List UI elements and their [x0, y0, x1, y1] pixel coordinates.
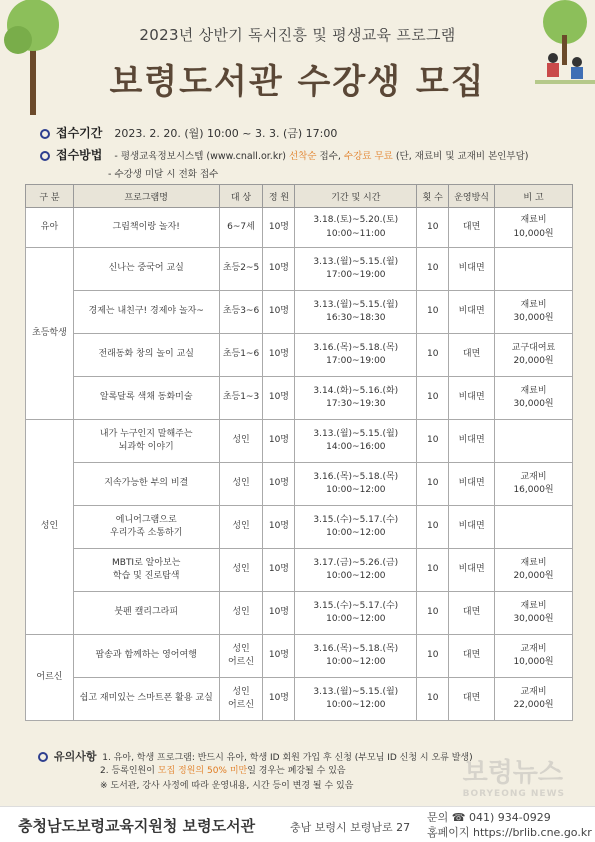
program-cell: 그림책이랑 놀자!	[73, 208, 219, 248]
capacity-cell: 10명	[263, 463, 295, 506]
contact-info: 문의 ☎ 041) 934-0929 홈페이지 https://brlib.cne.go.kr	[427, 811, 592, 839]
note-cell: 재료비 30,000원	[495, 592, 573, 635]
note-cell	[495, 506, 573, 549]
col-header: 기간 및 시간	[295, 185, 417, 208]
target-cell: 성인 어르신	[219, 678, 263, 721]
note-cell	[495, 248, 573, 291]
mode-cell: 비대면	[449, 549, 495, 592]
program-cell: 에니어그램으로 우리가족 소통하기	[73, 506, 219, 549]
target-cell: 성인	[219, 420, 263, 463]
registration-period: 접수기간 2023. 2. 20. (월) 10:00 ~ 3. 3. (금) 17:00	[40, 124, 337, 141]
phone-icon: ☎	[451, 811, 466, 824]
capacity-cell: 10명	[263, 549, 295, 592]
program-cell: 신나는 중국어 교실	[73, 248, 219, 291]
count-cell: 10	[417, 420, 449, 463]
note-cell	[495, 420, 573, 463]
schedule-cell: 3.13.(월)~5.15.(월) 16:30~18:30	[295, 291, 417, 334]
method-phone-note: - 수강생 미달 시 전화 접수	[108, 169, 219, 180]
target-cell: 초등3~6	[219, 291, 263, 334]
note-cell: 재료비 30,000원	[495, 377, 573, 420]
table-row	[26, 592, 573, 635]
table-row	[26, 463, 573, 506]
schedule-cell: 3.18.(토)~5.20.(토) 10:00~11:00	[295, 208, 417, 248]
count-cell: 10	[417, 549, 449, 592]
program-cell: 붓펜 캘리그라피	[73, 592, 219, 635]
website-link[interactable]: https://brlib.cne.go.kr	[473, 826, 592, 839]
capacity-cell: 10명	[263, 678, 295, 721]
mode-cell: 비대면	[449, 463, 495, 506]
capacity-cell: 10명	[263, 291, 295, 334]
mode-cell: 비대면	[449, 506, 495, 549]
table-row	[26, 334, 573, 377]
program-cell: 팝송과 함께하는 영어여행	[73, 635, 219, 678]
table-row	[26, 678, 573, 721]
page-title: 보령도서관 수강생 모집	[109, 62, 486, 102]
program-cell: 쉽고 재미있는 스마트폰 활용 교실	[73, 678, 219, 721]
program-cell: 전래동화 창의 놀이 교실	[73, 334, 219, 377]
page-subtitle: 2023년 상반기 독서진흥 및 평생교육 프로그램	[139, 26, 456, 44]
mode-cell: 대면	[449, 334, 495, 377]
mode-cell: 비대면	[449, 291, 495, 334]
bullet-icon	[40, 129, 50, 139]
col-header: 정 원	[263, 185, 295, 208]
col-header: 운영방식	[449, 185, 495, 208]
note-cell: 교구대여료 20,000원	[495, 334, 573, 377]
schedule-cell: 3.13.(월)~5.15.(월) 17:00~19:00	[295, 248, 417, 291]
note-cell: 교재비 22,000원	[495, 678, 573, 721]
org-name: 충청남도보령교육지원청 보령도서관	[18, 817, 256, 835]
note-cell: 교재비 16,000원	[495, 463, 573, 506]
address: 충남 보령시 보령남로 27	[290, 821, 411, 834]
table-row	[26, 635, 573, 678]
schedule-cell: 3.13.(월)~5.15.(월) 10:00~12:00	[295, 678, 417, 721]
target-cell: 성인	[219, 549, 263, 592]
category-cell: 유아	[26, 208, 74, 248]
capacity-cell: 10명	[263, 334, 295, 377]
note-cell: 교재비 10,000원	[495, 635, 573, 678]
note-cell: 재료비 10,000원	[495, 208, 573, 248]
count-cell: 10	[417, 592, 449, 635]
notes-section: 유의사항 1. 유아, 학생 프로그램: 반드시 유아, 학생 ID 회원 가입 후 신청 (부모님 ID 신청 시 오류 발생) 2. 등록인원이 모집 정원의 50% 미만일 경우는 폐강될 수 있음 ※ 도서관, 강사 사정에 따라 운영내용, 시간 등이 변경 될 수 있음	[38, 748, 473, 793]
count-cell: 10	[417, 635, 449, 678]
table-row	[26, 549, 573, 592]
target-cell: 초등1~6	[219, 334, 263, 377]
mode-cell: 비대면	[449, 420, 495, 463]
target-cell: 6~7세	[219, 208, 263, 248]
schedule-cell: 3.14.(화)~5.16.(화) 17:30~19:30	[295, 377, 417, 420]
mode-cell: 대면	[449, 635, 495, 678]
mode-cell: 비대면	[449, 248, 495, 291]
count-cell: 10	[417, 248, 449, 291]
mode-cell: 대면	[449, 592, 495, 635]
table-row	[26, 248, 573, 291]
count-cell: 10	[417, 678, 449, 721]
schedule-cell: 3.15.(수)~5.17.(수) 10:00~12:00	[295, 506, 417, 549]
schedule-cell: 3.16.(목)~5.18.(목) 10:00~12:00	[295, 463, 417, 506]
table-row	[26, 506, 573, 549]
mode-cell: 비대면	[449, 377, 495, 420]
program-table	[25, 184, 573, 721]
target-cell: 초등1~3	[219, 377, 263, 420]
program-cell: 지속가능한 부의 비결	[73, 463, 219, 506]
schedule-cell: 3.17.(금)~5.26.(금) 10:00~12:00	[295, 549, 417, 592]
capacity-cell: 10명	[263, 248, 295, 291]
program-cell: 내가 누구인지 말해주는 뇌과학 이야기	[73, 420, 219, 463]
table-row	[26, 377, 573, 420]
bullet-icon	[40, 151, 50, 161]
capacity-cell: 10명	[263, 635, 295, 678]
table-row	[26, 291, 573, 334]
schedule-cell: 3.15.(수)~5.17.(수) 10:00~12:00	[295, 592, 417, 635]
table-row	[26, 420, 573, 463]
col-header: 횟 수	[417, 185, 449, 208]
category-cell: 성인	[26, 420, 74, 635]
category-cell: 어르신	[26, 635, 74, 721]
note-cell: 재료비 20,000원	[495, 549, 573, 592]
bullet-icon	[38, 752, 48, 762]
capacity-cell: 10명	[263, 592, 295, 635]
schedule-cell: 3.16.(목)~5.18.(목) 17:00~19:00	[295, 334, 417, 377]
count-cell: 10	[417, 334, 449, 377]
target-cell: 성인	[219, 506, 263, 549]
target-cell: 성인 어르신	[219, 635, 263, 678]
schedule-cell: 3.13.(월)~5.15.(월) 14:00~16:00	[295, 420, 417, 463]
col-header: 프로그램명	[73, 185, 219, 208]
registration-method: 접수방법 - 평생교육정보시스템 (www.cnall.or.kr) 선착순 접수, 수강료 무료 (단, 재료비 및 교재비 본인부담)	[40, 146, 528, 163]
program-cell: 경제는 내친구! 경제야 놀자~	[73, 291, 219, 334]
col-header: 대 상	[219, 185, 263, 208]
program-cell: MBTI로 알아보는 학습 및 진로탐색	[73, 549, 219, 592]
schedule-cell: 3.16.(목)~5.18.(목) 10:00~12:00	[295, 635, 417, 678]
target-cell: 성인	[219, 463, 263, 506]
count-cell: 10	[417, 377, 449, 420]
table-row	[26, 208, 573, 248]
count-cell: 10	[417, 208, 449, 248]
program-cell: 알록달록 색채 동화미술	[73, 377, 219, 420]
note-cell: 재료비 30,000원	[495, 291, 573, 334]
count-cell: 10	[417, 506, 449, 549]
col-header: 비 고	[495, 185, 573, 208]
mode-cell: 대면	[449, 678, 495, 721]
capacity-cell: 10명	[263, 377, 295, 420]
col-header: 구 분	[26, 185, 74, 208]
count-cell: 10	[417, 463, 449, 506]
mode-cell: 대면	[449, 208, 495, 248]
footer	[0, 806, 595, 842]
count-cell: 10	[417, 291, 449, 334]
target-cell: 성인	[219, 592, 263, 635]
watermark: 보령뉴스 BORYEONG NEWS	[462, 758, 565, 799]
capacity-cell: 10명	[263, 208, 295, 248]
capacity-cell: 10명	[263, 506, 295, 549]
category-cell: 초등학생	[26, 248, 74, 420]
capacity-cell: 10명	[263, 420, 295, 463]
table-header-row	[26, 185, 573, 208]
target-cell: 초등2~5	[219, 248, 263, 291]
